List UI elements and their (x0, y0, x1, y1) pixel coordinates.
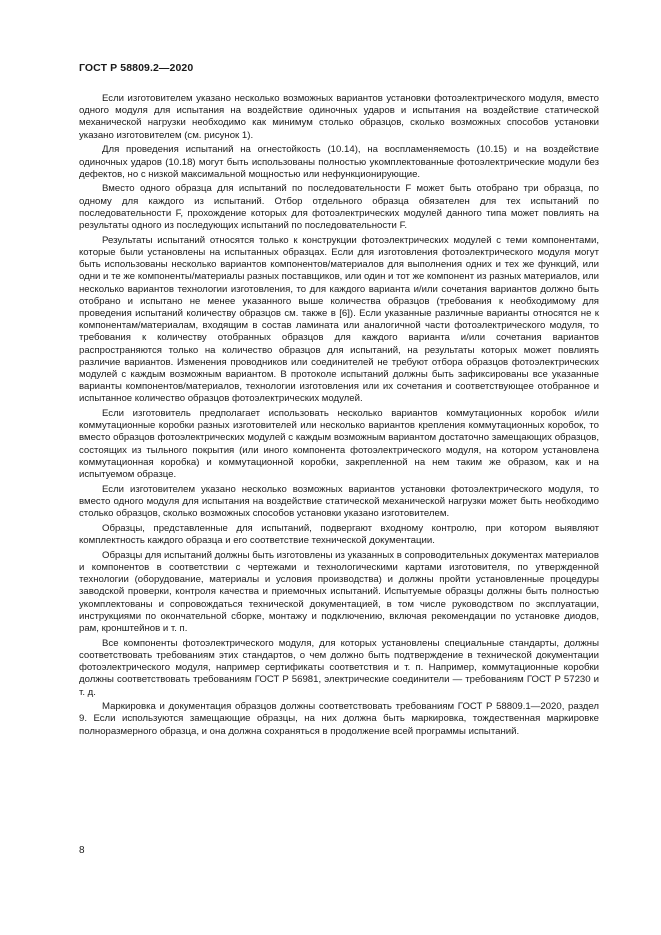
paragraph: Если изготовитель предполагает использовать несколько вариантов коммутационных коробок и/или коммутационные коробки разных изготовителей или несколько вариантов крепления коммутационных коробок, то вместо образцов фотоэлектрических модулей с каждым возможным вариантом достаточно замещающих образцов, состоящих из тыльного покрытия (или иного компонента фотоэлектрического модуля, на котором установлена коммутационная коробка) и коммутационной коробки, закрепленной на нем таким же образом, как и на испытуемом образце. (79, 408, 599, 481)
paragraph: Результаты испытаний относятся только к конструкции фотоэлектрических модулей с теми компонентами, которые были установлены на испытанных образцах. Если для изготовления фотоэлектрического модуля могут быть использованы несколько вариантов компонентов/материалов для выполнения одних и тех же функций, или одни и те же компоненты/материалы разных поставщиков, или один и тот же компонент из разных материалов, или несколько вариантов технологии изготовления, то для каждого варианта и/или сочетания вариантов должно быть отобрано и испытано не менее указанного выше количества образцов (требования к необходимому для проведения испытаний количеству образцов см. также в [6]). Если указанные различные варианты относятся не к компонентам/материалам, входящим в состав ламината или аналогичной части фотоэлектрического модуля, то требования к количеству отобранных образцов для каждого варианта и/или сочетания вариантов распространяются только на количество образцов для испытаний, на результаты которых может повлиять различие вариантов. Изменения проводников или соединителей не требуют отбора образцов фотоэлектрических модулей с каждым возможным вариантом. В протоколе испытаний должны быть зафиксированы все указанные варианты компонентов/материалов, технологии изготовления или их сочетания и соответствующее отобранное и испытанное количество образцов фотоэлектрических модулей. (79, 234, 599, 405)
page-number: 8 (79, 845, 85, 856)
paragraph: Если изготовителем указано несколько возможных вариантов установки фотоэлектрического модуля, то вместо одного модуля для испытания на воздействие статической механической нагрузки может быть необходимо столько образцов, сколько возможных способов установки указано изготовителем. (79, 483, 599, 520)
paragraph: Все компоненты фотоэлектрического модуля, для которых установлены специальные стандарты, должны соответствовать требованиям этих стандартов, о чем должно быть подтверждение в технической документации фотоэлектрического модуля, например сертификаты соответствия и т. п. Например, коммутационные коробки должны соответствовать требованиям ГОСТ Р 56981, электрические соединители — требованиям ГОСТ Р 57230 и т. д. (79, 637, 599, 698)
paragraph: Образцы для испытаний должны быть изготовлены из указанных в сопроводительных документах материалов и компонентов в соответствии с чертежами и технологическими картами изготовителя, по утвержденной технологии (оборудование, материалы и условия производства) и должны пройти установленные процедуры заводской проверки, контроля качества и приемочных испытаний. Испытуемые образцы должны быть полностью укомплектованы и сопровождаться технической документацией, в том числе руководством по эксплуатации, инструкциями по окончательной сборке, монтажу и подключению, включая рекомендации по установке диодов, рам, кронштейнов и т. п. (79, 549, 599, 635)
paragraph: Вместо одного образца для испытаний по последовательности F может быть отобрано три образца, по одному для каждого из испытаний. Отбор отдельного образца обязателен для тех испытаний по последовательности F, прохождение которых для фотоэлектрических модулей данного типа может повлиять на результаты одного из последующих испытаний по последовательности F. (79, 183, 599, 232)
document-body (79, 93, 599, 740)
document-header: ГОСТ Р 58809.2—2020 (79, 62, 194, 74)
paragraph: Если изготовителем указано несколько возможных вариантов установки фотоэлектрического модуля, вместо одного модуля для испытания на воздействие одиночных ударов и испытания на воздействие статической механической нагрузки необходимо как минимум столько образцов, сколько возможных способов установки указано изготовителем (см. рисунок 1). (79, 93, 599, 141)
paragraph: Маркировка и документация образцов должны соответствовать требованиям ГОСТ Р 58809.1—2020, раздел 9. Если используются замещающие образцы, на них должна быть маркировка, тождественная маркировке полноразмерного образца, и она должна сохраняться в продолжение всей программы испытаний. (79, 701, 599, 737)
paragraph: Образцы, представленные для испытаний, подвергают входному контролю, при котором выявляют комплектность каждого образца и его соответствие технической документации. (79, 522, 599, 547)
paragraph: Для проведения испытаний на огнестойкость (10.14), на воспламеняемость (10.15) и на воздействие одиночных ударов (10.18) могут быть использованы полностью укомплектованные фотоэлектрические модули без дефектов, но с низкой максимальной мощностью или нефункционирующие. (79, 144, 599, 180)
